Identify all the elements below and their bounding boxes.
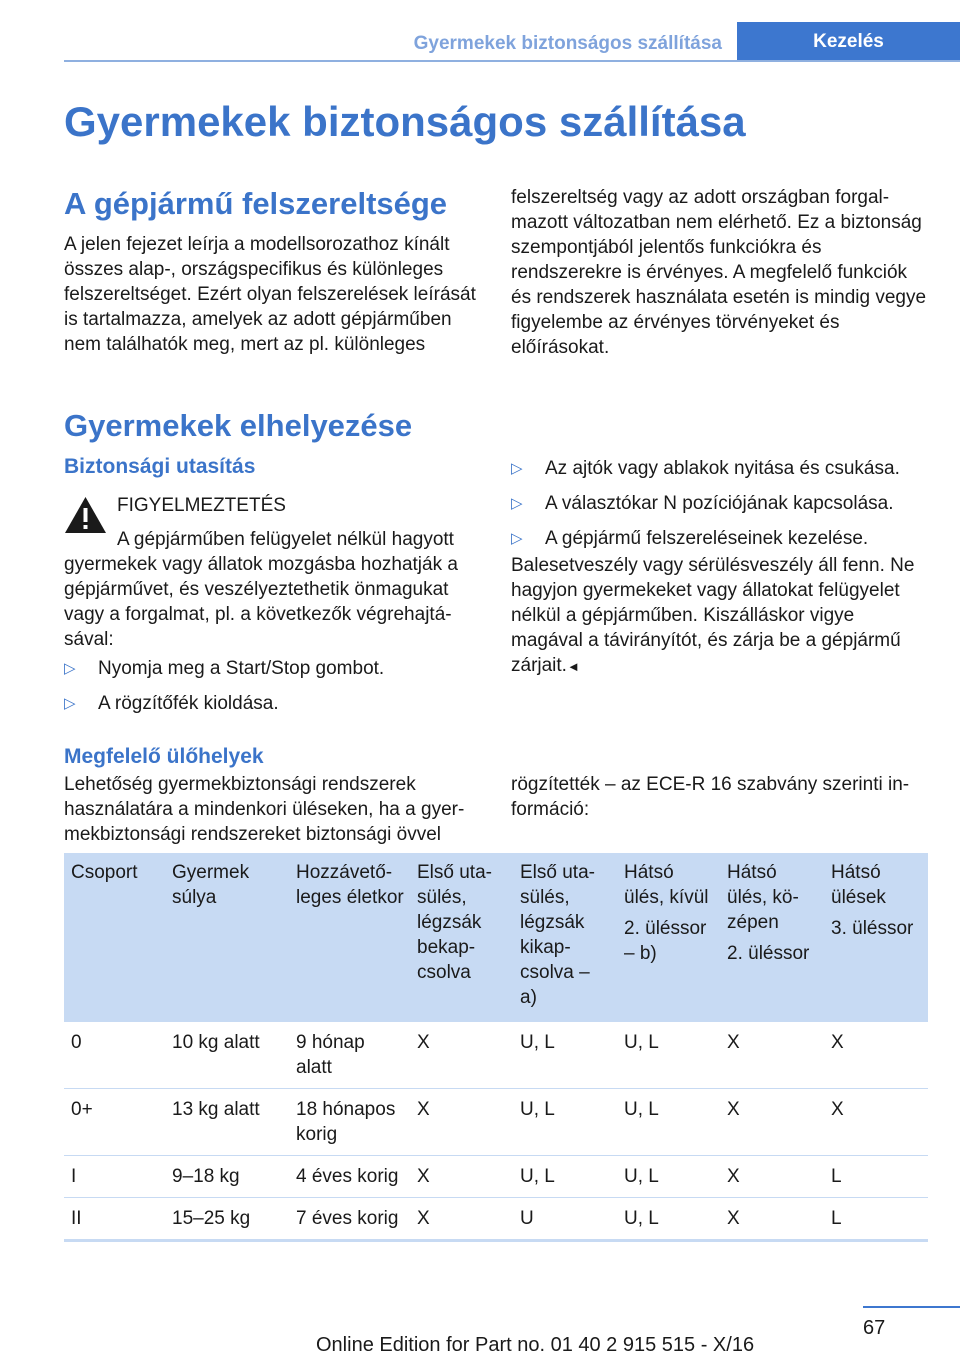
equipment-text-right: felszereltség vagy az adott országban forgalmazott változatban nem elérhető. Ez a biztonság szempontjából jelentős funkciókra és rendszerekre is érvényes. A megfelelő funkciók és rendszerek használata esetén is mindig vegye figyelembe az érvényes törvényeket és előírásokat. [511,187,927,358]
table-cell: X [720,1022,824,1089]
bullet-list-right [511,456,931,561]
warning-label: FIGYELMEZTETÉS [117,495,286,516]
table-cell: X [720,1198,824,1241]
equipment-text-left: A jelen fejezet leírja a modellsorozathoz kínált összes alap-, országspecifikus és különleges felszereltséget. Ezért olyan felszerelések leírását is tartalmazza, amelyek az adott gépjárműben nem találhatók meg, mert az pl. különleges [64,234,476,355]
header-divider [64,60,960,62]
table-cell: II [64,1198,165,1241]
list-item: ▷ Nyomja meg a Start/Stop gombot. [64,658,385,679]
table-cell: 9–18 kg [165,1156,289,1198]
table-cell: U, L [617,1198,720,1241]
table-row [64,1156,928,1198]
column-header: Hozzávetőleges életkor [289,853,410,1022]
table-cell: X [410,1156,513,1198]
table-cell: I [64,1156,165,1198]
table-cell: 7 éves korig [289,1198,410,1241]
triangle-right-icon: ▷ [64,695,76,712]
seats-text-right: rögzítették – az ECE-R 16 szabvány szerinti információ: [511,774,910,820]
page-number: 67 [863,1317,886,1339]
table-cell: U, L [513,1156,617,1198]
table-cell: X [410,1022,513,1089]
triangle-right-icon: ▷ [64,660,76,677]
table-cell: 0 [64,1022,165,1089]
table-cell: U [513,1198,617,1241]
list-item: ▷ Az ajtók vagy ablakok nyitása és csukása. [511,458,900,479]
table-cell: L [824,1198,928,1241]
table-cell: U, L [513,1089,617,1156]
page-title: Gyermekek biztonságos szállítása [64,98,746,145]
column-header: Hátsó ülések 3. üléssor [824,853,928,1022]
safety-closing-text: Balesetveszély vagy sérülésveszély áll fenn. Ne hagyjon gyermekeket vagy állatokat felügyelet nélkül a gépjárműben. Kiszálláskor vigye magával a távirányítót, és zárja be a gépjármű zárjait.◄ [511,555,915,676]
table-cell: U, L [513,1022,617,1089]
column-header: Csoport [64,853,165,1022]
placement-heading: Gyermekek elhelyezése [64,408,413,443]
table-row [64,1022,928,1089]
table-row [64,1198,928,1241]
list-item: ▷ A gépjármű felszereléseinek kezelése. [511,528,869,549]
seats-heading: Megfelelő ülőhelyek [64,745,264,768]
table-header-row [64,853,928,1022]
table-cell: 4 éves korig [289,1156,410,1198]
triangle-right-icon: ▷ [511,495,523,512]
seat-suitability-table [64,853,928,1242]
table-cell: X [410,1089,513,1156]
table-cell: U, L [617,1022,720,1089]
column-header: Hátsó ülés, középen 2. üléssor [720,853,824,1022]
table-cell: U, L [617,1089,720,1156]
table-cell: X [720,1089,824,1156]
column-header: Hátsó ülés, kívül 2. üléssor – b) [617,853,720,1022]
table-cell: 13 kg alatt [165,1089,289,1156]
triangle-right-icon: ▷ [511,530,523,547]
seats-text-left: Lehetőség gyermekbiztonsági rendszerek használatára a mindenkori üléseken, ha a gyermekbiztonsági rendszereket biztonsági övvel [64,774,465,845]
footer-divider [863,1306,960,1308]
table-cell: 0+ [64,1089,165,1156]
table-cell: 15–25 kg [165,1198,289,1241]
footer-edition: Online Edition for Part no. 01 40 2 915 515 - X/16 [316,1334,755,1356]
safety-heading: Biztonsági utasítás [64,455,256,478]
end-mark-icon: ◄ [566,659,580,674]
table-cell: U, L [617,1156,720,1198]
table-cell: X [824,1089,928,1156]
header-tab-kezeles[interactable]: Kezelés [737,22,960,62]
table-cell: 9 hónap alatt [289,1022,410,1089]
table-cell: X [410,1198,513,1241]
table-row [64,1089,928,1156]
header-section-title: Gyermekek biztonságos szállítása [413,33,722,54]
column-header: Első utasülés, légzsák kikapcsolva – a) [513,853,617,1022]
table-cell: X [720,1156,824,1198]
table-cell: L [824,1156,928,1198]
column-header: Gyermek súlya [165,853,289,1022]
table-cell: X [824,1022,928,1089]
column-header: Első utasülés, légzsák bekapcsolva [410,853,513,1022]
list-item: ▷ A rögzítőfék kioldása. [64,693,279,714]
list-item: ▷ A választókar N pozíciójának kapcsolása. [511,493,894,514]
bullet-list-left [64,656,482,726]
warning-text: A gépjárműben felügyelet nélkül hagyott gyermekek vagy állatok mozgásba hozhatják a gépjárművet, és veszélyeztethetik önmagukat vagy a forgalmat, pl. a következők végrehajtásával: [64,529,458,650]
table-cell: 18 hónapos korig [289,1089,410,1156]
equipment-heading: A gépjármű felszereltsége [64,186,448,221]
triangle-right-icon: ▷ [511,460,523,477]
table-cell: 10 kg alatt [165,1022,289,1089]
